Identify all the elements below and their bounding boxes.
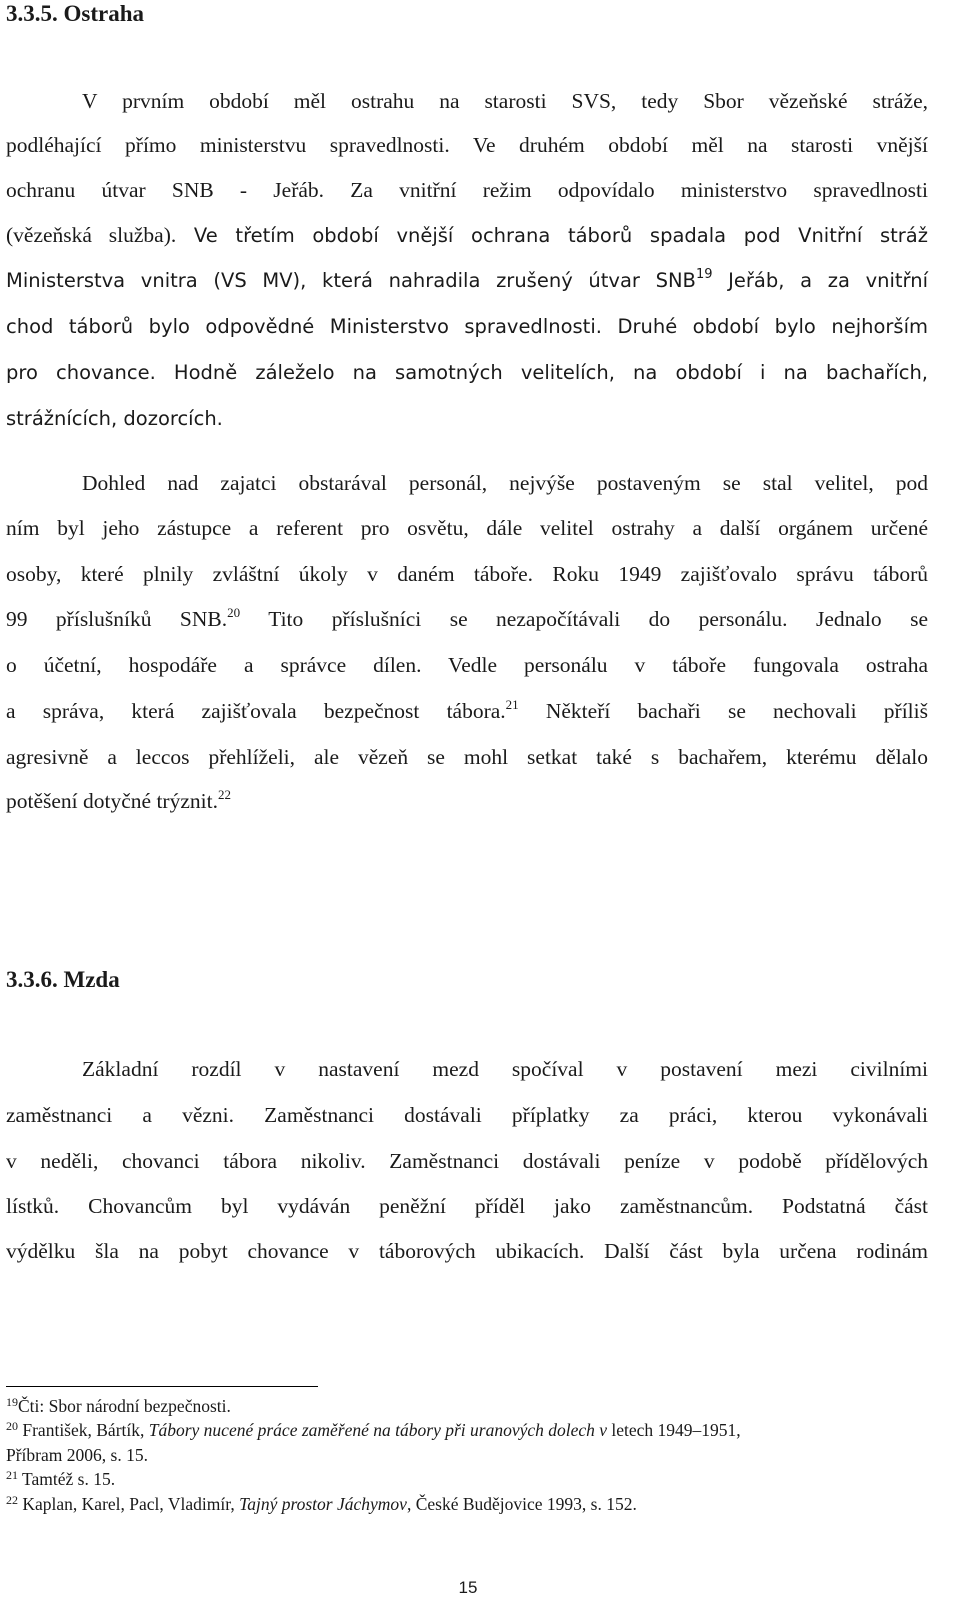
footnote-title: Tajný prostor Jáchymov <box>239 1494 407 1514</box>
text-run: Hodně záleželo na samotných velitelích, na období i na bachařích, <box>155 361 929 384</box>
text-run: Tito příslušníci se nezapočítávali do personálu. Jednalo se <box>240 607 928 631</box>
text-run: pro chovance. <box>6 361 156 384</box>
text-run: Jeřáb, a za vnitřní <box>712 269 928 292</box>
footnote-19 <box>6 1395 936 1417</box>
text-line <box>6 604 928 634</box>
text-line <box>6 266 928 296</box>
text-line: zaměstnanci a vězni. Zaměstnanci dostávali příplatky za práci, kterou vykonávali <box>6 1103 928 1127</box>
text-line: v neděli, chovanci tábora nikoliv. Zaměstnanci dostávali peníze v podobě přídělových <box>6 1149 928 1173</box>
text-line: strážnících, dozorcích. <box>6 407 223 430</box>
text-line <box>6 786 928 816</box>
text-run: Ministerstva vnitra (VS MV), která nahradila zrušený útvar SNB <box>6 269 696 292</box>
text-line <box>6 696 928 726</box>
text-line: agresivně a leccos přehlíželi, ale vězeň se mohl setkat také s bachařem, kterému dělalo <box>6 745 928 769</box>
text-line: lístků. Chovancům byl vydáván peněžní příděl jako zaměstnancům. Podstatná část <box>6 1194 928 1218</box>
text-run: (vězeňská služba). <box>6 223 177 247</box>
footnote-title: Tábory nucené práce zaměřené na tábory při uranových dolech v <box>148 1420 608 1440</box>
footnote-number: 22 <box>6 1493 18 1507</box>
footnote-separator <box>6 1386 318 1387</box>
section-heading-ostraha: 3.3.5. Ostraha <box>6 1 144 26</box>
footnote-20-continued: Příbram 2006, s. 15. <box>6 1445 148 1465</box>
text-line: ochranu útvar SNB - Jeřáb. Za vnitřní režim odpovídalo ministerstvo spravedlnosti <box>6 178 928 202</box>
text-line: V prvním období měl ostrahu na starosti SVS, tedy Sbor vězeňské stráže, <box>82 89 928 113</box>
text-line: ním byl jeho zástupce a referent pro osvětu, dále velitel ostrahy a další orgánem určené <box>6 516 928 540</box>
text-line <box>6 358 928 388</box>
footnote-ref-22[interactable]: 22 <box>217 787 231 802</box>
text-run: a správa, která zajišťovala bezpečnost tábora. <box>6 699 506 723</box>
footnote-text: Tamtéž s. 15. <box>18 1469 116 1489</box>
footnote-21 <box>6 1468 936 1490</box>
footnote-text: František, Bártík, <box>18 1420 149 1440</box>
text-run: Druhé období bylo nejhorším <box>601 315 928 338</box>
text-run: potěšení dotyčné trýznit. <box>6 789 218 813</box>
text-line <box>6 312 928 342</box>
text-line: Dohled nad zajatci obstarával personál, nejvýše postaveným se stal velitel, pod <box>82 471 928 495</box>
footnote-ref-19[interactable]: 19 <box>695 267 713 282</box>
text-line: osoby, které plnily zvláštní úkoly v daném táboře. Roku 1949 zajišťovalo správu táborů <box>6 562 928 586</box>
footnote-20 <box>6 1419 936 1441</box>
footnote-ref-21[interactable]: 21 <box>505 697 519 712</box>
footnote-text: letech 1949–1951, <box>607 1420 741 1440</box>
footnote-22 <box>6 1493 936 1515</box>
text-run: chod táborů bylo odpovědné Ministerstvo spravedlnosti. <box>6 315 602 338</box>
footnote-number: 20 <box>6 1419 18 1433</box>
section-heading-mzda: 3.3.6. Mzda <box>6 967 120 992</box>
text-line: Základní rozdíl v nastavení mezd spočíval v postavení mezi civilními <box>82 1057 928 1081</box>
footnote-ref-20[interactable]: 20 <box>227 605 241 620</box>
footnote-text: Čti: Sbor národní bezpečnosti. <box>18 1396 231 1416</box>
page-number: 15 <box>458 1578 478 1597</box>
footnote-text: Kaplan, Karel, Pacl, Vladimír, <box>18 1494 240 1514</box>
text-run: Někteří bachaři se nechovali příliš <box>518 699 928 723</box>
text-line: podléhající přímo ministerstvu spravedlnosti. Ve druhém období měl na starosti vnější <box>6 133 928 157</box>
footnote-number: 21 <box>6 1468 18 1482</box>
text-run: Ve třetím období vnější ochrana táborů spadala pod Vnitřní stráž <box>176 224 928 247</box>
footnote-number: 19 <box>6 1395 18 1409</box>
footnote-text: , České Budějovice 1993, s. 152. <box>406 1494 637 1514</box>
text-line <box>6 220 928 251</box>
text-line: o účetní, hospodáře a správce dílen. Vedle personálu v táboře fungovala ostraha <box>6 653 928 677</box>
text-run: 99 příslušníků SNB. <box>6 607 228 631</box>
text-line: výdělku šla na pobyt chovance v táborových ubikacích. Další část byla určena rodinám <box>6 1239 928 1263</box>
